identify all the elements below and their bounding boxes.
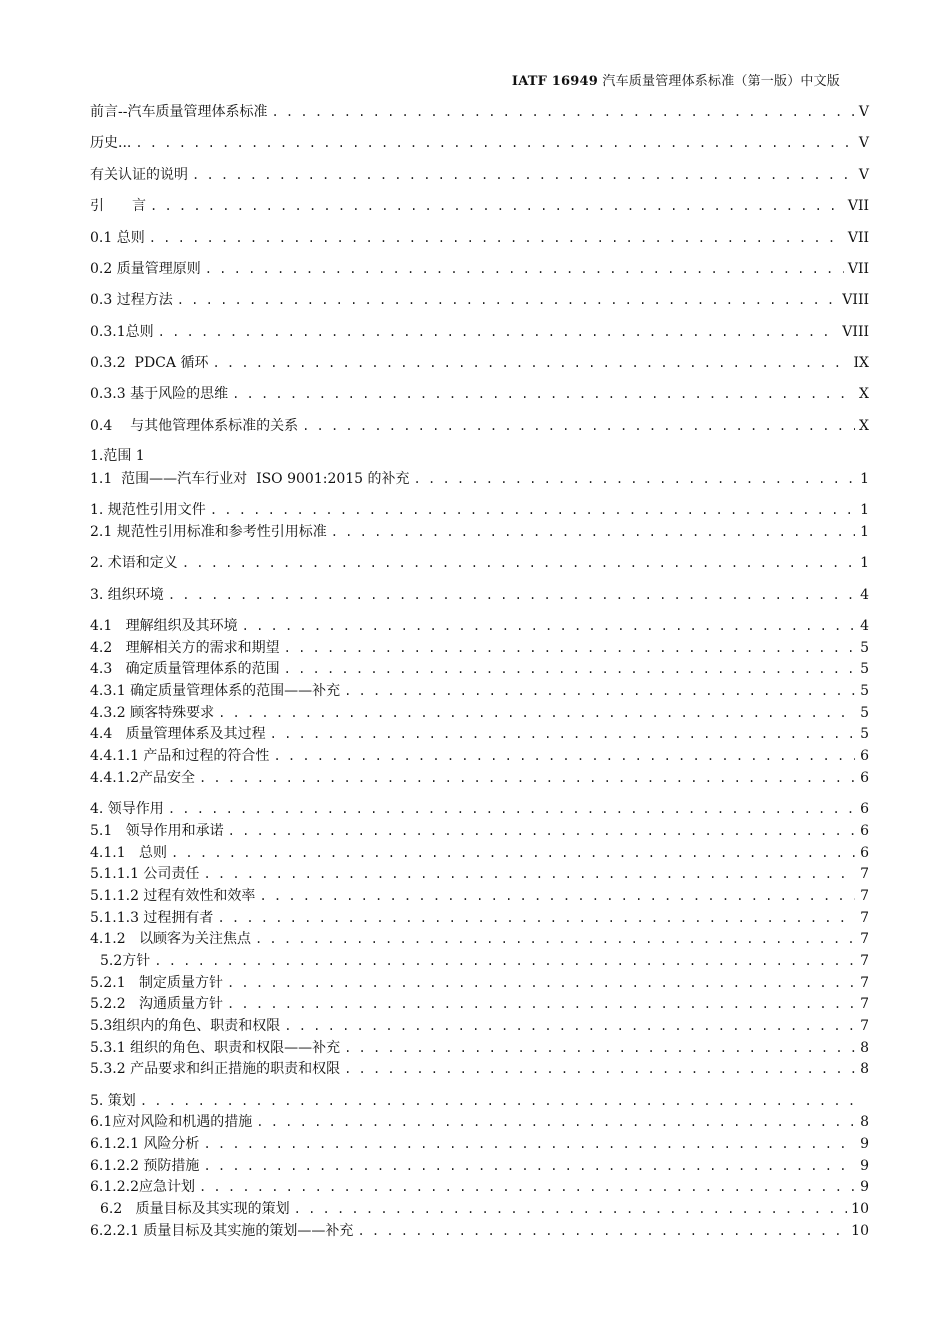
toc-entry-title: 5.1.1.1 公司责任 [90,866,200,882]
toc-entry-page: VIII [842,292,869,308]
toc-leader-dots [284,1017,855,1035]
toc-entry-title: 0.2 质量管理原则 [90,261,201,277]
toc-entry-title: 6.1.2.2 预防措施 [90,1158,200,1174]
toc-entry-title: 6.1应对风险和机遇的措施 [90,1114,253,1130]
toc-entry-title: 6.1.2.2应急计划 [90,1179,195,1195]
toc-entry-page: 4 [860,618,869,634]
toc-leader-dots [302,417,855,435]
toc-entry[interactable] [90,1039,869,1057]
toc-entry[interactable] [90,501,869,519]
toc-entry[interactable] [90,800,869,818]
toc-entry-title: 5.3.2 产品要求和纠正措施的职责和权限 [90,1061,341,1077]
toc-leader-dots [212,354,849,372]
toc-entry-title: 2.1 规范性引用标准和参考性引用标准 [90,524,327,540]
toc-leader-dots [357,1222,847,1240]
toc-leader-dots [344,1060,855,1078]
toc-entry[interactable] [90,747,869,765]
toc-entry[interactable] [90,354,869,372]
toc-entry-page: 7 [860,975,869,991]
toc-leader-dots [284,639,855,657]
toc-leader-dots [158,323,839,341]
toc-entry-title: 引 言 [90,198,146,214]
toc-entry[interactable] [90,1178,869,1196]
toc-entry-page: IX [853,355,869,371]
toc-entry-title: 5.1 领导作用和承诺 [90,823,224,839]
toc-entry-title: 5.1.1.3 过程拥有者 [90,910,214,926]
toc-leader-dots [203,865,855,883]
toc-entry-page: 7 [860,888,869,904]
toc-entry-page: 6 [860,748,869,764]
toc-entry-page: 4 [860,587,869,603]
toc-leader-dots [182,554,855,572]
toc-entry-page: 7 [860,910,869,926]
toc-entry-title: 5.1.1.2 过程有效性和效率 [90,888,256,904]
toc-entry[interactable] [90,1017,869,1035]
toc-leader-dots [154,952,855,970]
toc-entry-page: 5 [860,705,869,721]
toc-leader-dots [199,769,855,787]
toc-entry[interactable] [90,554,869,572]
toc-entry[interactable] [90,617,869,635]
toc-entry[interactable] [90,1092,869,1110]
toc-entry-page: 9 [860,1136,869,1152]
toc-entry-page: 5 [860,683,869,699]
toc-entry-title: 4.3.1 确定质量管理体系的范围——补充 [90,683,341,699]
toc-entry-title: 1.1 范围——汽车行业对 ISO 9001:2015 的补充 [90,471,410,487]
toc-entry-page: X [859,386,869,402]
toc-leader-dots [135,134,855,152]
toc-entry-page: 1 [860,502,869,518]
toc-entry[interactable] [90,660,869,678]
toc-entry-page: 7 [860,931,869,947]
toc-entry-title: 0.4 与其他管理体系标准的关系 [90,418,299,434]
toc-entry-title: 前言--汽车质量管理体系标准 [90,104,268,120]
toc-leader-dots [273,747,855,765]
toc-entry[interactable] [90,952,869,970]
toc-entry-title: 3. 组织环境 [90,587,164,603]
toc-entry-page: 8 [860,1061,869,1077]
toc-entry[interactable] [90,134,869,152]
toc-leader-dots [177,291,839,309]
toc-entry-page: 5 [860,726,869,742]
toc-leader-dots [210,501,855,519]
toc-entry-title: 0.3.3 基于风险的思维 [90,386,229,402]
toc-entry-title: 0.3 过程方法 [90,292,173,308]
toc-leader-dots [256,1113,855,1131]
toc-entry[interactable] [90,447,869,465]
toc-entry[interactable] [90,197,869,215]
toc-entry[interactable] [90,909,869,927]
toc-leader-dots [140,1092,855,1110]
toc-leader-dots [227,974,855,992]
toc-leader-dots [284,660,855,678]
toc-entry-page: VII [847,230,869,246]
toc-entry-page: 7 [860,953,869,969]
toc-entry[interactable] [90,974,869,992]
toc-leader-dots [228,822,855,840]
toc-entry[interactable] [90,260,869,278]
toc-leader-dots [271,103,854,121]
toc-entry-title: 6.2.2.1 质量目标及其实施的策划——补充 [90,1223,354,1239]
toc-entry-page: 6 [860,770,869,786]
toc-entry-page: V [858,167,869,183]
toc-entry-page: 6 [860,823,869,839]
toc-entry[interactable] [90,103,869,121]
toc-entry-title: 0.3.2 PDCA 循环 [90,355,209,371]
toc-entry-title: 6.2 质量目标及其实现的策划 [100,1201,290,1217]
toc-entry-page: VII [847,261,869,277]
toc-entry[interactable] [90,769,869,787]
toc-entry-title: 1. 规范性引用文件 [90,502,206,518]
toc-entry-page: 7 [860,1018,869,1034]
toc-entry-title: 4.1.2 以顾客为关注焦点 [90,931,251,947]
toc-entry-page: 9 [860,1179,869,1195]
toc-entry[interactable] [90,1113,869,1131]
toc-entry-page: 6 [860,845,869,861]
toc-entry-page: 1 [860,555,869,571]
toc-entry-title: 5.2.1 制定质量方针 [90,975,223,991]
toc-entry[interactable] [90,639,869,657]
toc-entry-page: 9 [860,1158,869,1174]
toc-entry-title: 4.3.2 顾客特殊要求 [90,705,215,721]
toc-entry-page: 8 [860,1114,869,1130]
toc-entry[interactable] [90,229,869,247]
toc-entry[interactable] [90,887,869,905]
toc-entry[interactable] [90,682,869,700]
toc-leader-dots [199,1178,855,1196]
toc-entry-page: 5 [860,661,869,677]
toc-leader-dots [218,704,855,722]
toc-entry[interactable] [90,291,869,309]
toc-entry-title: 2. 术语和定义 [90,555,178,571]
toc-entry-page: 10 [851,1201,869,1217]
toc-entry-title: 历史... [90,135,132,151]
toc-leader-dots [203,1135,855,1153]
toc-entry-page: 8 [860,1040,869,1056]
toc-leader-dots [414,470,855,488]
toc-entry[interactable] [90,704,869,722]
toc-leader-dots [259,887,855,905]
toc-entry[interactable] [90,1200,869,1218]
toc-entry-page: VII [847,198,869,214]
toc-entry[interactable] [90,1135,869,1153]
toc-entry-page: 5 [860,640,869,656]
toc-leader-dots [344,682,855,700]
toc-leader-dots [270,725,855,743]
toc-entry-page: 10 [851,1223,869,1239]
toc-entry[interactable] [90,166,869,184]
toc-entry-title: 4.4.1.2产品安全 [90,770,195,786]
toc-leader-dots [203,1157,855,1175]
toc-leader-dots [171,844,855,862]
toc-entry[interactable] [90,995,869,1013]
toc-entry-page: X [859,418,869,434]
toc-entry[interactable] [90,523,869,541]
toc-entry[interactable] [90,417,869,435]
toc-entry[interactable] [90,844,869,862]
toc-entry-page: 1 [860,471,869,487]
toc-leader-dots [242,617,855,635]
toc-leader-dots [217,909,855,927]
toc-entry-page: V [858,135,869,151]
toc-entry-title: 5. 策划 [90,1093,136,1109]
toc-entry[interactable] [90,323,869,341]
document-title: 汽车质量管理体系标准（第一版）中文版 [602,74,840,89]
toc-entry-title: 5.2.2 沟通质量方针 [90,996,223,1012]
toc-leader-dots [331,523,855,541]
toc-entry-title: 4.4 质量管理体系及其过程 [90,726,266,742]
toc-leader-dots [255,930,855,948]
toc-entry[interactable] [90,1222,869,1240]
toc-entry[interactable] [90,725,869,743]
toc-entry-title: 1.范围 1 [90,448,145,464]
toc-leader-dots [168,586,855,604]
toc-entry-title: 4.4.1.1 产品和过程的符合性 [90,748,270,764]
toc-entry[interactable] [90,1157,869,1175]
toc-leader-dots [344,1039,855,1057]
toc-entry-title: 5.3.1 组织的角色、职责和权限——补充 [90,1040,341,1056]
toc-entry[interactable] [90,470,869,488]
toc-entry-page: 1 [860,524,869,540]
toc-entry[interactable] [90,385,869,403]
toc-leader-dots [227,995,855,1013]
toc-leader-dots [168,800,855,818]
standard-code: IATF 16949 [511,74,599,89]
toc-entry-page: VIII [842,324,869,340]
toc-entry-title: 6.1.2.1 风险分析 [90,1136,200,1152]
toc-entry-title: 4.1.1 总则 [90,845,167,861]
toc-leader-dots [294,1200,848,1218]
toc-entry-page: 7 [860,996,869,1012]
toc-entry[interactable] [90,930,869,948]
toc-entry[interactable] [90,822,869,840]
page-header [512,70,840,89]
toc-entry-page: 6 [860,801,869,817]
toc-entry-title: 5.2方针 [100,953,151,969]
toc-entry-title: 4.3 确定质量管理体系的范围 [90,661,280,677]
toc-entry-title: 4.1 理解组织及其环境 [90,618,238,634]
toc-leader-dots [192,166,855,184]
toc-entry-page: V [858,104,869,120]
toc-entry-title: 5.3组织内的角色、职责和权限 [90,1018,281,1034]
toc-leader-dots [205,260,844,278]
toc-entry-title: 有关认证的说明 [90,167,188,183]
toc-leader-dots [149,229,844,247]
toc-entry-title: 4.2 理解相关方的需求和期望 [90,640,280,656]
toc-entry[interactable] [90,1060,869,1078]
toc-entry-page: 7 [860,866,869,882]
toc-leader-dots [150,197,844,215]
toc-entry-title: 4. 领导作用 [90,801,164,817]
toc-entry-title: 0.3.1总则 [90,324,154,340]
toc-entry-title: 0.1 总则 [90,230,145,246]
toc-leader-dots [232,385,855,403]
toc-entry[interactable] [90,586,869,604]
toc-entry[interactable] [90,865,869,883]
